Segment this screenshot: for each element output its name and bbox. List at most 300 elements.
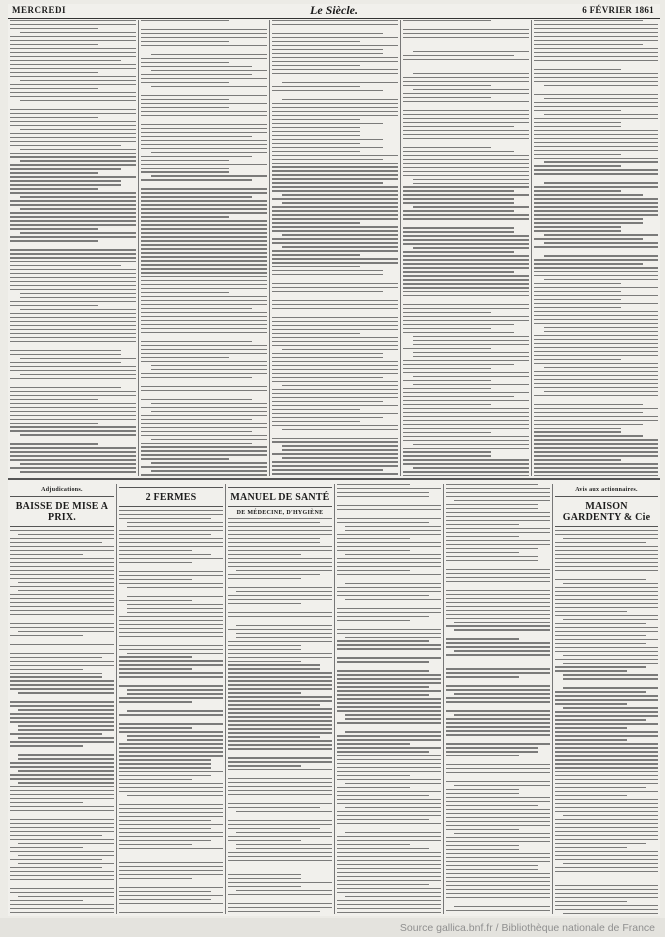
text-line (141, 296, 267, 297)
text-line (228, 807, 320, 808)
text-line (18, 896, 114, 897)
text-line (10, 366, 136, 367)
text-line (119, 844, 192, 845)
text-line (534, 110, 621, 111)
text-line (272, 20, 398, 21)
text-line (555, 787, 646, 788)
text-line (10, 566, 114, 567)
text-line (555, 763, 658, 764)
text-line (534, 395, 658, 396)
text-line (119, 514, 223, 515)
text-line (141, 82, 229, 83)
text-line (446, 829, 519, 830)
text-line (272, 401, 383, 402)
text-line (446, 610, 550, 611)
text-line (10, 24, 136, 25)
text-line (10, 76, 136, 77)
ads-column-4 (337, 484, 441, 914)
text-line (403, 432, 491, 433)
text-line (534, 60, 658, 61)
text-line (555, 859, 658, 860)
text-line (10, 701, 114, 702)
text-line (403, 37, 529, 38)
text-line (555, 755, 658, 756)
text-line (18, 770, 114, 771)
text-line (10, 451, 136, 452)
text-line (228, 661, 301, 662)
text-line (10, 794, 114, 795)
text-line (151, 70, 267, 71)
text-line (141, 111, 267, 112)
text-line (446, 520, 550, 521)
text-line (20, 149, 136, 150)
text-line (534, 238, 643, 239)
text-line (534, 158, 658, 159)
text-line (534, 291, 621, 292)
text-line (20, 471, 136, 472)
text-line (446, 801, 550, 802)
text-line (403, 291, 529, 292)
text-line (563, 913, 658, 914)
text-line (10, 802, 83, 803)
text-line (403, 239, 529, 240)
text-line (446, 781, 550, 782)
text-line (555, 799, 658, 800)
text-line (337, 892, 441, 893)
text-line (534, 428, 621, 429)
text-line (119, 554, 211, 555)
text-line (272, 45, 398, 46)
text-line (10, 705, 114, 706)
text-line (337, 763, 441, 764)
text-line (403, 348, 491, 349)
text-line (413, 444, 529, 445)
column-text-top (141, 20, 267, 476)
newspaper-page (8, 4, 660, 916)
text-line (272, 361, 398, 362)
text-line (10, 688, 114, 689)
text-line (413, 356, 529, 357)
text-line (534, 122, 621, 123)
text-line (18, 863, 114, 864)
masthead (8, 4, 660, 19)
text-line (337, 591, 441, 592)
text-line (403, 267, 529, 268)
text-line (141, 78, 267, 79)
text-line (555, 666, 646, 667)
text-line (446, 672, 550, 673)
text-line (141, 332, 267, 333)
text-line (534, 267, 658, 268)
text-line (345, 896, 441, 897)
text-line (20, 463, 136, 464)
text-line (454, 785, 550, 786)
text-line (228, 732, 332, 733)
text-line (10, 228, 98, 229)
text-line (119, 510, 223, 511)
text-line (272, 147, 383, 148)
text-line (446, 893, 550, 894)
text-line (10, 810, 114, 811)
text-line (413, 376, 529, 377)
text-line (534, 198, 658, 199)
text-line (228, 886, 301, 887)
text-line (18, 631, 114, 632)
text-line (236, 844, 332, 845)
text-line (141, 431, 252, 432)
text-line (337, 566, 441, 567)
text-line (454, 622, 550, 623)
text-line (544, 255, 658, 256)
text-line (141, 248, 267, 249)
text-line (10, 426, 136, 427)
text-line (228, 558, 332, 559)
text-line (141, 450, 267, 451)
text-line (272, 365, 398, 366)
column-5 (534, 20, 658, 476)
text-line (228, 786, 332, 787)
text-line (534, 451, 658, 452)
text-line (555, 759, 658, 760)
text-line (534, 383, 658, 384)
text-line (534, 424, 643, 425)
text-line (141, 407, 267, 408)
text-line (236, 811, 332, 812)
text-line (534, 36, 658, 37)
text-line (228, 907, 332, 908)
text-line (337, 550, 410, 551)
text-line (272, 115, 398, 116)
text-line (119, 701, 192, 702)
text-line (555, 566, 658, 567)
text-line (555, 699, 658, 700)
text-line (555, 901, 627, 902)
text-line (10, 176, 136, 177)
text-line (141, 58, 267, 59)
text-line (446, 809, 550, 810)
text-line (337, 767, 441, 768)
text-line (10, 216, 136, 217)
text-line (228, 672, 332, 673)
text-line (534, 271, 658, 272)
text-line (345, 526, 441, 527)
text-line (555, 803, 658, 804)
text-line (446, 710, 550, 711)
text-line (228, 911, 320, 912)
text-line (151, 470, 267, 471)
text-line (272, 473, 398, 474)
text-line (272, 155, 398, 156)
text-line (10, 839, 114, 840)
text-line (446, 764, 550, 765)
text-line (141, 160, 229, 161)
text-line (337, 534, 441, 535)
text-line (18, 758, 114, 759)
text-line (282, 82, 398, 83)
text-line (228, 740, 332, 741)
text-line (141, 192, 267, 193)
text-line (403, 93, 529, 94)
text-line (228, 587, 332, 588)
column-rule (531, 20, 532, 476)
text-line (228, 878, 301, 879)
text-line (413, 340, 529, 341)
text-line (10, 350, 121, 351)
text-line (403, 368, 491, 369)
text-line (119, 816, 223, 817)
text-line (454, 500, 550, 501)
text-line (141, 390, 267, 391)
text-line (555, 747, 658, 748)
text-line (10, 867, 102, 868)
text-line (403, 210, 514, 211)
text-line (282, 246, 398, 247)
text-line (345, 832, 441, 833)
text-line (119, 755, 223, 756)
text-line (403, 255, 529, 256)
text-line (337, 840, 441, 841)
text-line (403, 147, 491, 148)
text-line (10, 542, 102, 543)
text-line (337, 710, 441, 711)
text-line (236, 848, 332, 849)
text-line (119, 600, 192, 601)
text-line (228, 550, 332, 551)
text-line (446, 598, 550, 599)
listing-text (337, 484, 441, 914)
column-3 (272, 20, 398, 476)
text-line (10, 220, 136, 221)
text-line (403, 416, 529, 417)
text-line (10, 806, 114, 807)
text-line (141, 474, 267, 475)
text-line (119, 697, 223, 698)
text-line (534, 126, 621, 127)
text-line (403, 55, 514, 56)
text-line (228, 704, 320, 705)
text-line (119, 518, 211, 519)
text-line (413, 384, 529, 385)
text-line (18, 692, 114, 693)
text-line (119, 878, 192, 879)
text-line (555, 831, 658, 832)
text-line (141, 386, 267, 387)
text-line (10, 253, 136, 254)
text-line (272, 119, 360, 120)
text-line (403, 312, 491, 313)
text-line (272, 139, 383, 140)
footer-bar (0, 918, 665, 937)
text-line (403, 271, 514, 272)
text-line (141, 232, 267, 233)
text-line (228, 736, 320, 737)
text-line (127, 612, 223, 613)
text-line (272, 308, 398, 309)
text-line (446, 569, 550, 570)
text-line (272, 206, 398, 207)
text-line (18, 754, 114, 755)
column-rule (552, 484, 553, 914)
text-line (337, 819, 429, 820)
text-line (272, 123, 383, 124)
text-line (10, 558, 114, 559)
text-line (403, 380, 491, 381)
text-line (555, 591, 658, 592)
text-line (10, 778, 114, 779)
text-line (10, 84, 136, 85)
text-line (10, 594, 114, 595)
text-line (534, 190, 621, 191)
text-line (10, 305, 98, 306)
text-line (10, 665, 114, 666)
text-line (10, 574, 114, 575)
text-line (228, 757, 332, 758)
text-line (555, 775, 658, 776)
text-line (337, 488, 441, 489)
text-line (544, 161, 658, 162)
text-line (446, 743, 550, 744)
text-line (272, 300, 398, 301)
text-line (151, 152, 267, 153)
text-line (10, 285, 136, 286)
text-line (228, 828, 320, 829)
text-line (337, 702, 441, 703)
text-line (10, 337, 136, 338)
masthead-date: 6 FÉVRIER 1861 (582, 5, 654, 15)
text-line (236, 591, 332, 592)
text-line (446, 532, 550, 533)
text-line (272, 262, 398, 263)
text-line (272, 135, 360, 136)
text-line (446, 910, 550, 911)
text-line (228, 645, 301, 646)
text-line (454, 906, 550, 907)
text-line (534, 355, 658, 356)
text-line (141, 458, 229, 459)
text-line (272, 178, 398, 179)
text-line (446, 817, 550, 818)
text-line (119, 672, 223, 673)
text-line (10, 762, 114, 763)
text-line (555, 871, 658, 872)
text-line (555, 579, 646, 580)
text-line (446, 577, 550, 578)
text-line (555, 795, 627, 796)
text-line (119, 562, 192, 563)
text-line (272, 53, 383, 54)
text-line (446, 540, 550, 541)
text-line (555, 711, 658, 712)
text-line (10, 313, 136, 314)
text-line (228, 641, 332, 642)
text-line (10, 28, 98, 29)
text-line (403, 364, 514, 365)
text-line (10, 819, 114, 820)
column-rule (225, 484, 226, 914)
text-line (534, 77, 658, 78)
text-line (403, 175, 529, 176)
text-line (403, 263, 529, 264)
text-line (141, 144, 267, 145)
text-line (555, 611, 627, 612)
text-line (10, 578, 114, 579)
text-line (10, 153, 136, 154)
text-line (555, 603, 658, 604)
text-line (403, 231, 514, 232)
text-line (454, 693, 550, 694)
masthead-day: MERCREDI (12, 5, 67, 15)
text-line (20, 374, 136, 375)
text-line (282, 99, 398, 100)
text-line (272, 107, 398, 108)
ad-manuel-sante: MANUEL DE SANTÉ (230, 492, 330, 503)
text-line (10, 109, 136, 110)
text-line (10, 261, 136, 262)
text-line (272, 190, 398, 191)
text-line (534, 44, 643, 45)
text-line (534, 379, 658, 380)
text-line (534, 447, 658, 448)
text-line (403, 97, 491, 98)
text-line (446, 865, 538, 866)
text-line (282, 429, 398, 430)
text-line (127, 689, 223, 690)
text-line (534, 347, 658, 348)
text-line (534, 263, 643, 264)
text-line (127, 735, 223, 736)
text-line (10, 606, 114, 607)
text-line (10, 459, 136, 460)
text-line (10, 224, 136, 225)
text-line (337, 868, 441, 869)
text-line (403, 436, 529, 437)
text-line (563, 538, 658, 539)
text-line (228, 603, 301, 604)
text-line (272, 61, 398, 62)
text-line (228, 676, 332, 677)
text-line (141, 168, 229, 169)
text-line (18, 725, 114, 726)
text-line (337, 803, 441, 804)
text-line (119, 828, 211, 829)
text-line (10, 192, 136, 193)
text-line (403, 424, 529, 425)
text-line (282, 194, 398, 195)
text-line (337, 739, 441, 740)
text-line (555, 811, 658, 812)
text-line (20, 80, 136, 81)
text-line (282, 385, 398, 386)
text-line (10, 273, 136, 274)
text-line (10, 530, 114, 531)
text-line (119, 804, 223, 805)
text-line (10, 598, 114, 599)
text-line (446, 512, 550, 513)
text-line (337, 661, 429, 662)
text-line (563, 619, 658, 620)
text-line (534, 443, 658, 444)
column-text (10, 20, 136, 476)
text-line (141, 244, 267, 245)
text-line (10, 88, 98, 89)
text-line (151, 365, 267, 366)
text-line (534, 343, 658, 344)
text-line (127, 795, 223, 796)
text-line (10, 419, 136, 420)
text-line (345, 807, 441, 808)
text-line (141, 320, 267, 321)
text-line (10, 892, 114, 893)
